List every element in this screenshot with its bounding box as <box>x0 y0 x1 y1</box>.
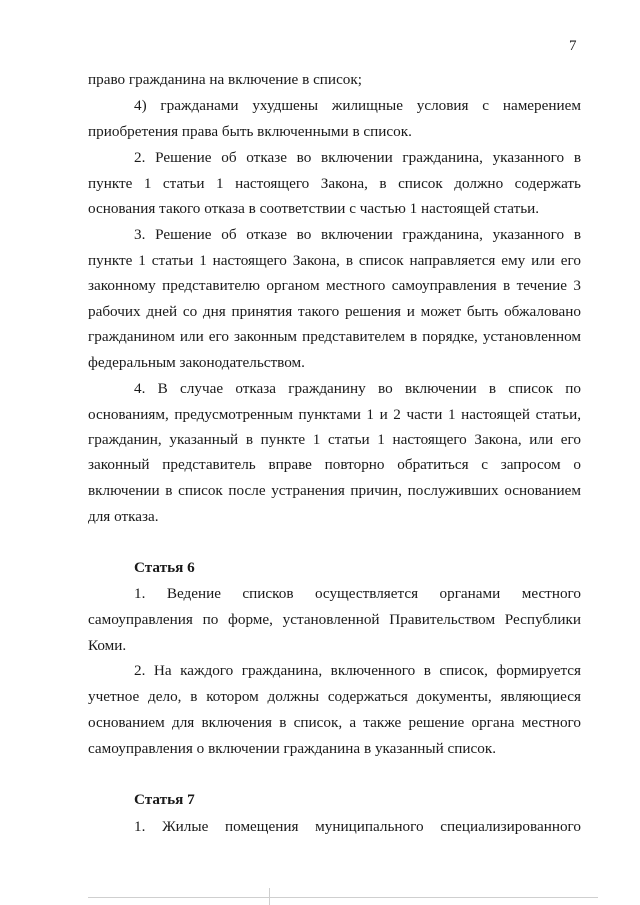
text-line: самоуправления о включении гражданина в указанный список. <box>88 740 497 757</box>
text-line: федеральным законодательством. <box>88 354 305 371</box>
text-line: право гражданина на включение в список; <box>88 71 362 88</box>
text-line: приобретения права быть включенными в список. <box>88 123 412 140</box>
text-line: гражданином или его законным представителем в порядке, установленном <box>88 328 581 345</box>
text-line: гражданин, указанный в пункте 1 статьи 1 настоящего Закона, или его <box>88 431 581 448</box>
text-line: законный представитель вправе повторно обратиться с запросом о <box>88 456 581 473</box>
page-number: 7 <box>569 38 577 54</box>
text-line: 1. Жилые помещения муниципального специализированного <box>134 818 581 835</box>
text-line: включении в список после устранения причин, послуживших основанием <box>88 482 581 499</box>
text-line: самоуправления по форме, установленной Правительством Республики <box>88 611 581 628</box>
text-line: законному представителю органом местного самоуправления в течение 3 <box>88 277 581 294</box>
article-heading: Статья 7 <box>134 791 195 808</box>
scan-line <box>88 897 598 898</box>
scan-mark <box>269 888 270 905</box>
text-line: основанием для включения в список, а также решение органа местного <box>88 714 581 731</box>
text-line: пункте 1 статьи 1 настоящего Закона, в список направляется ему или его <box>88 252 581 269</box>
text-line: 2. На каждого гражданина, включенного в список, формируется <box>134 662 581 679</box>
text-line: пункте 1 статьи 1 настоящего Закона, в список должно содержать <box>88 175 581 192</box>
text-line: учетное дело, в котором должны содержаться документы, являющиеся <box>88 688 581 705</box>
text-line: 1. Ведение списков осуществляется органами местного <box>134 585 581 602</box>
text-line: Коми. <box>88 637 127 654</box>
text-line: 4) гражданами ухудшены жилищные условия с намерением <box>134 97 581 114</box>
text-line: 4. В случае отказа гражданину во включении в список по <box>134 380 581 397</box>
text-line: рабочих дней со дня принятия такого решения и может быть обжаловано <box>88 303 581 320</box>
text-line: для отказа. <box>88 508 159 525</box>
text-line: основаниям, предусмотренным пунктами 1 и 2 части 1 настоящей статьи, <box>88 406 581 423</box>
text-line: основания такого отказа в соответствии с частью 1 настоящей статьи. <box>88 200 540 217</box>
text-line: 3. Решение об отказе во включении гражданина, указанного в <box>134 226 581 243</box>
article-heading: Статья 6 <box>134 559 195 576</box>
text-line: 2. Решение об отказе во включении гражданина, указанного в <box>134 149 581 166</box>
